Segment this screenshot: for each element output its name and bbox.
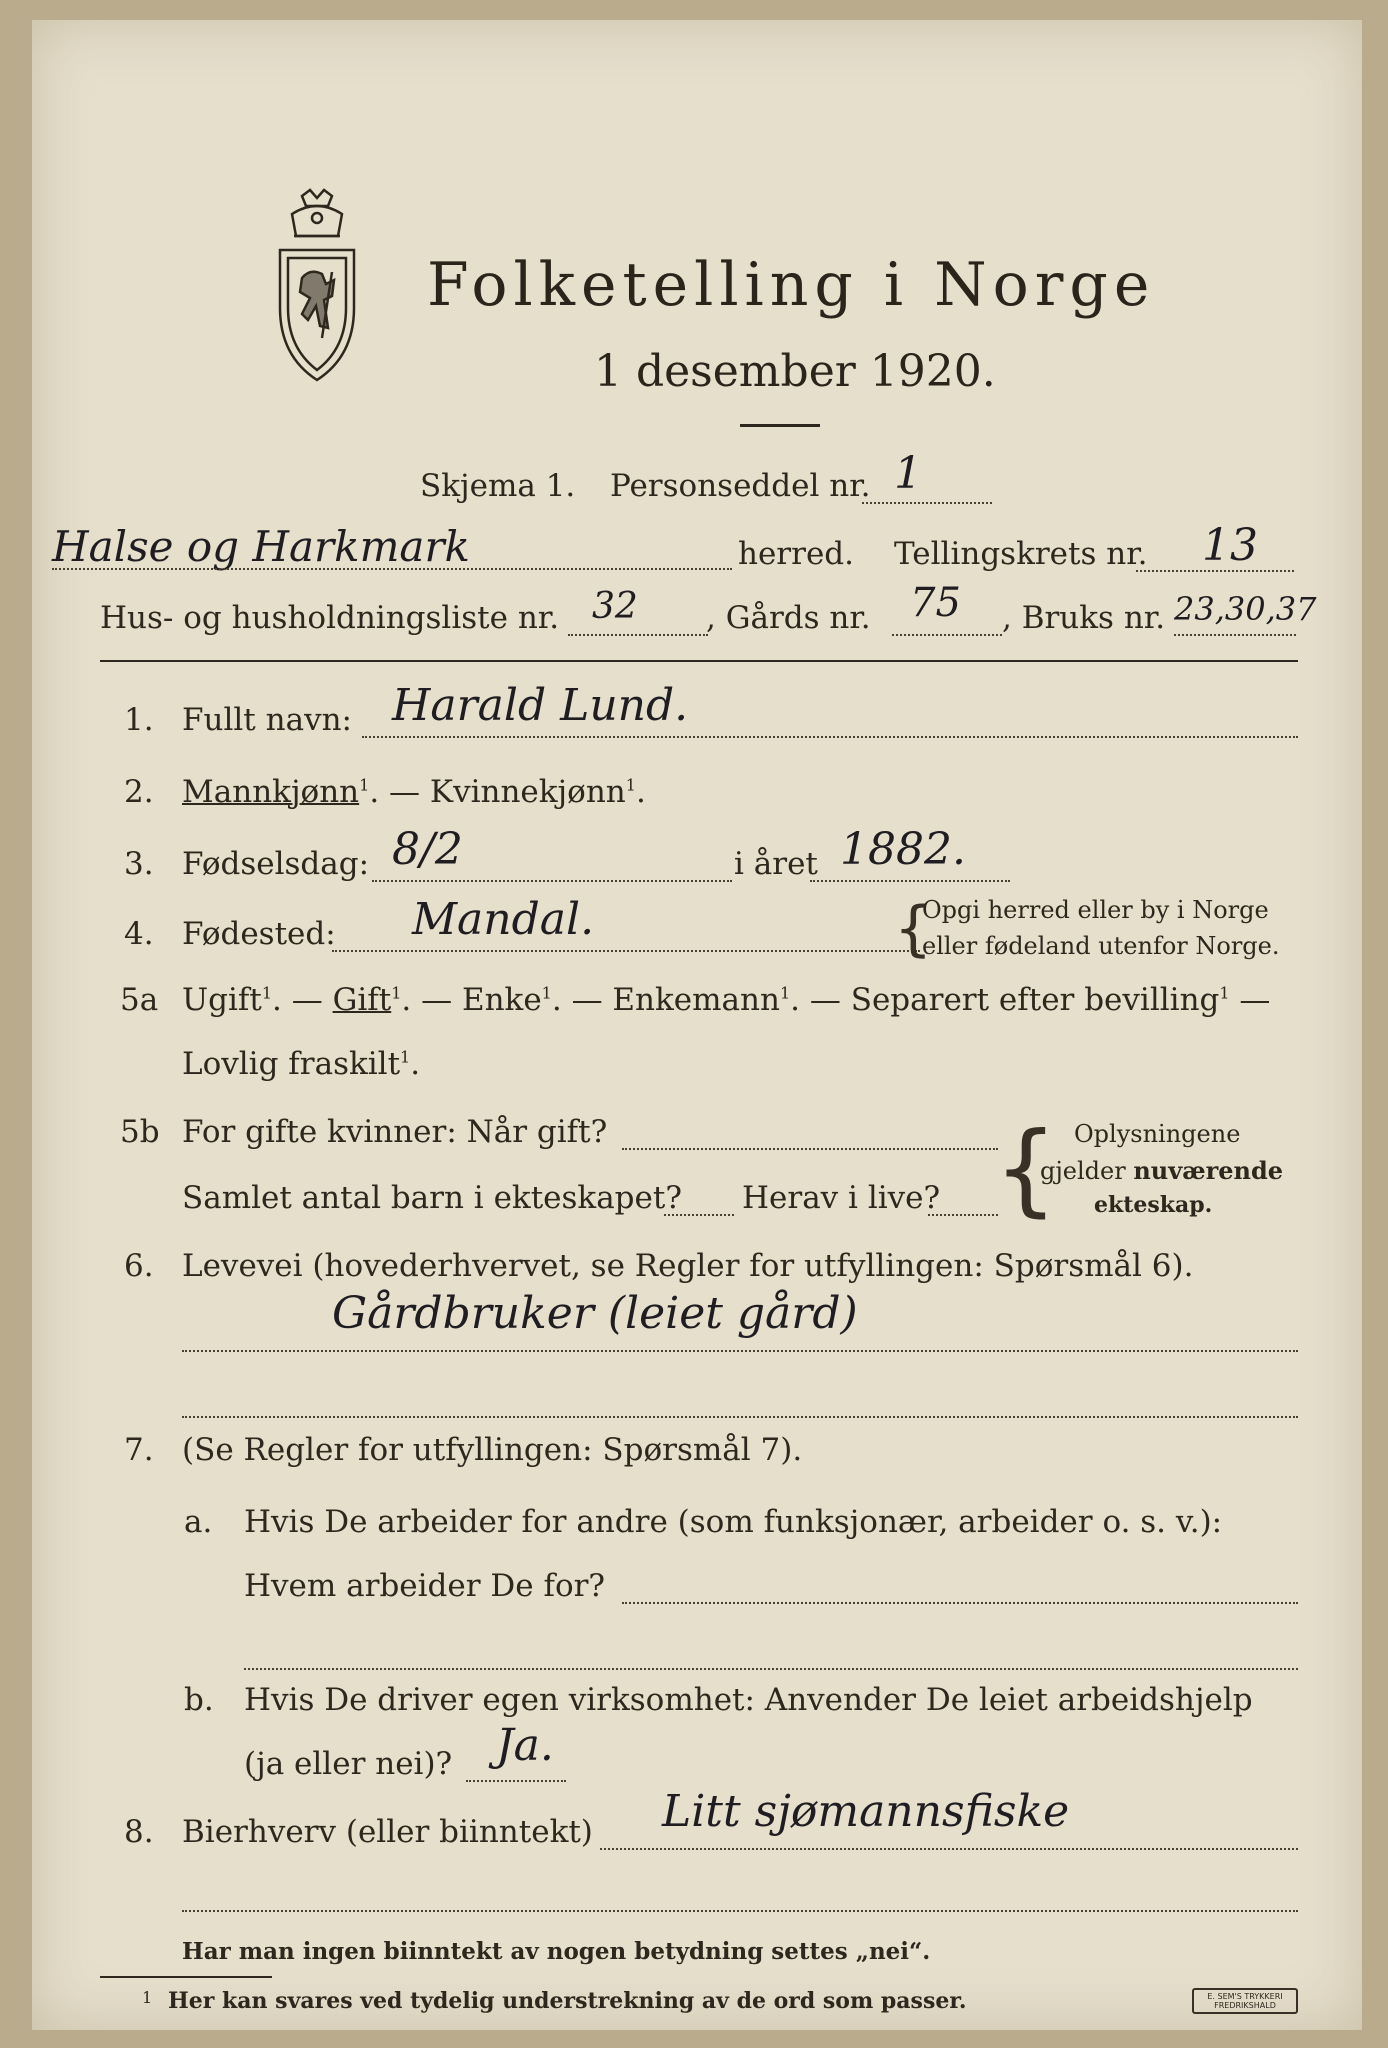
q7-number: 7. [124,1432,154,1468]
herred-line [52,568,732,570]
q6-number: 6. [124,1248,154,1284]
birth-year-value[interactable]: 1882. [840,824,966,875]
gards-value[interactable]: 75 [910,580,961,626]
gards-label: , Gårds nr. [706,600,871,636]
gift-option[interactable]: Gift [332,982,392,1018]
q7a-question: Hvem arbeider De for? [244,1568,606,1604]
female-option[interactable]: Kvinnekjønn [429,774,626,810]
year-line [810,880,1010,882]
header-rule [100,660,1298,662]
norwegian-coat-of-arms-icon [262,188,372,388]
q3-number: 3. [124,846,154,882]
birthplace-line [332,950,920,952]
married-when-line [622,1148,998,1150]
q4-note-line2: eller fødeland utenfor Norge. [922,932,1280,960]
birthday-line [372,880,732,882]
footnote-text: Her kan svares ved tydelig understrekning av de ord som passer. [168,1988,967,2014]
q4-number: 4. [124,916,154,952]
occupation-line2 [182,1416,1298,1418]
birthplace-value[interactable]: Mandal. [412,894,595,945]
separert-option[interactable]: Separert efter bevilling [850,982,1220,1018]
bruks-line [1174,634,1296,636]
q7a-text: Hvis De arbeider for andre (som funksjonær, arbeider o. s. v.): [244,1504,1223,1540]
gards-line [892,634,1002,636]
q5b-note-line3: ekteskap. [1094,1192,1213,1218]
printer-stamp: E. SEM'S TRYKKERI FREDRIKSHALD [1192,1988,1298,2014]
q1-label: Fullt navn: [182,702,352,738]
birthday-value[interactable]: 8/2 [392,824,463,875]
footnote-number: 1 [142,1988,153,2007]
tellingskrets-value[interactable]: 13 [1202,520,1258,571]
q8-label: Bierhverv (eller biinntekt) [182,1814,593,1850]
census-date: 1 desember 1920. [594,346,996,397]
q1-number: 1. [124,702,154,738]
q5b-note-line2: gjelder nuværende [1040,1156,1284,1185]
q5b-label3: Herav i live? [742,1180,941,1216]
q5b-note-line1: Oplysningene [1074,1120,1241,1148]
employer-line2 [244,1668,1298,1670]
hired-help-line [466,1780,566,1782]
herred-value[interactable]: Halse og Harkmark [52,522,470,571]
q6-label: Levevei (hovederhvervet, se Regler for utfyllingen: Spørsmål 6). [182,1248,1194,1284]
q5a-marital-options: Ugift$^1$. — Gift$^1$. — Enke$^1$. — Enkemann$^1$. — Separert efter bevilling$^1$ — [182,982,1271,1018]
full-name-value[interactable]: Harald Lund. [392,680,689,731]
q7b-text: Hvis De driver egen virksomhet: Anvender De leiet arbeidshjelp [244,1682,1253,1718]
q7a-number: a. [184,1504,213,1540]
hus-label: Hus- og husholdningsliste nr. [100,600,560,636]
q2-sex-options: Mannkjønn$^1$. — Kvinnekjønn$^1$. [182,774,646,810]
tellingskrets-label: Tellingskrets nr. [894,536,1148,572]
occupation-value[interactable]: Gårdbruker (leiet gård) [332,1288,858,1339]
personseddel-value[interactable]: 1 [894,448,922,499]
employer-line1 [622,1602,1298,1604]
q1-line [362,736,1298,738]
children-total-line [664,1214,734,1216]
personseddel-line [862,502,992,504]
side-income-value[interactable]: Litt sjømannsfiske [662,1786,1070,1837]
q3-label: Fødselsdag: [182,846,370,882]
skjema-label: Skjema 1. [420,468,576,504]
bruks-value[interactable]: 23,30,37 [1174,590,1317,628]
year-label: i året [734,846,818,882]
q4-label: Fødested: [182,916,336,952]
q5b-label2: Samlet antal barn i ekteskapet? [182,1180,682,1216]
children-alive-line [928,1214,998,1216]
personseddel-label: Personseddel nr. [610,468,871,504]
herred-label: herred. [738,536,854,572]
q5b-brace: { [994,1110,1058,1227]
form-title: Folketelling i Norge [427,250,1156,320]
bruks-label: , Bruks nr. [1002,600,1166,636]
hus-line [568,634,708,636]
occupation-line1 [182,1350,1298,1352]
ugift-option[interactable]: Ugift [182,982,262,1018]
title-divider [740,424,820,427]
male-option[interactable]: Mannkjønn [182,774,360,810]
side-income-line [600,1848,1298,1850]
q7b-question: (ja eller nei)? [244,1746,453,1782]
lovlig-fraskilt-option[interactable]: Lovlig fraskilt [182,1046,401,1082]
hus-value[interactable]: 32 [592,586,638,627]
enke-option[interactable]: Enke [461,982,542,1018]
footnote-rule [100,1976,272,1978]
q5a-line2: Lovlig fraskilt$^1$. [182,1046,421,1082]
q5a-number: 5a [120,982,159,1018]
q5b-label1: For gifte kvinner: Når gift? [182,1114,608,1150]
hired-help-value[interactable]: Ja. [496,1720,554,1771]
q7-label: (Se Regler for utfyllingen: Spørsmål 7). [182,1432,803,1468]
side-income-line2 [182,1910,1298,1912]
footer-note: Har man ingen biinntekt av nogen betydning settes „nei“. [182,1938,931,1965]
q7b-number: b. [184,1682,214,1718]
q8-number: 8. [124,1814,154,1850]
q4-note-line1: Opgi herred eller by i Norge [922,896,1269,924]
census-form [32,20,1362,2030]
q5b-number: 5b [120,1114,160,1150]
q2-number: 2. [124,774,154,810]
enkemann-option[interactable]: Enkemann [612,982,780,1018]
q4-brace: { [894,894,933,964]
